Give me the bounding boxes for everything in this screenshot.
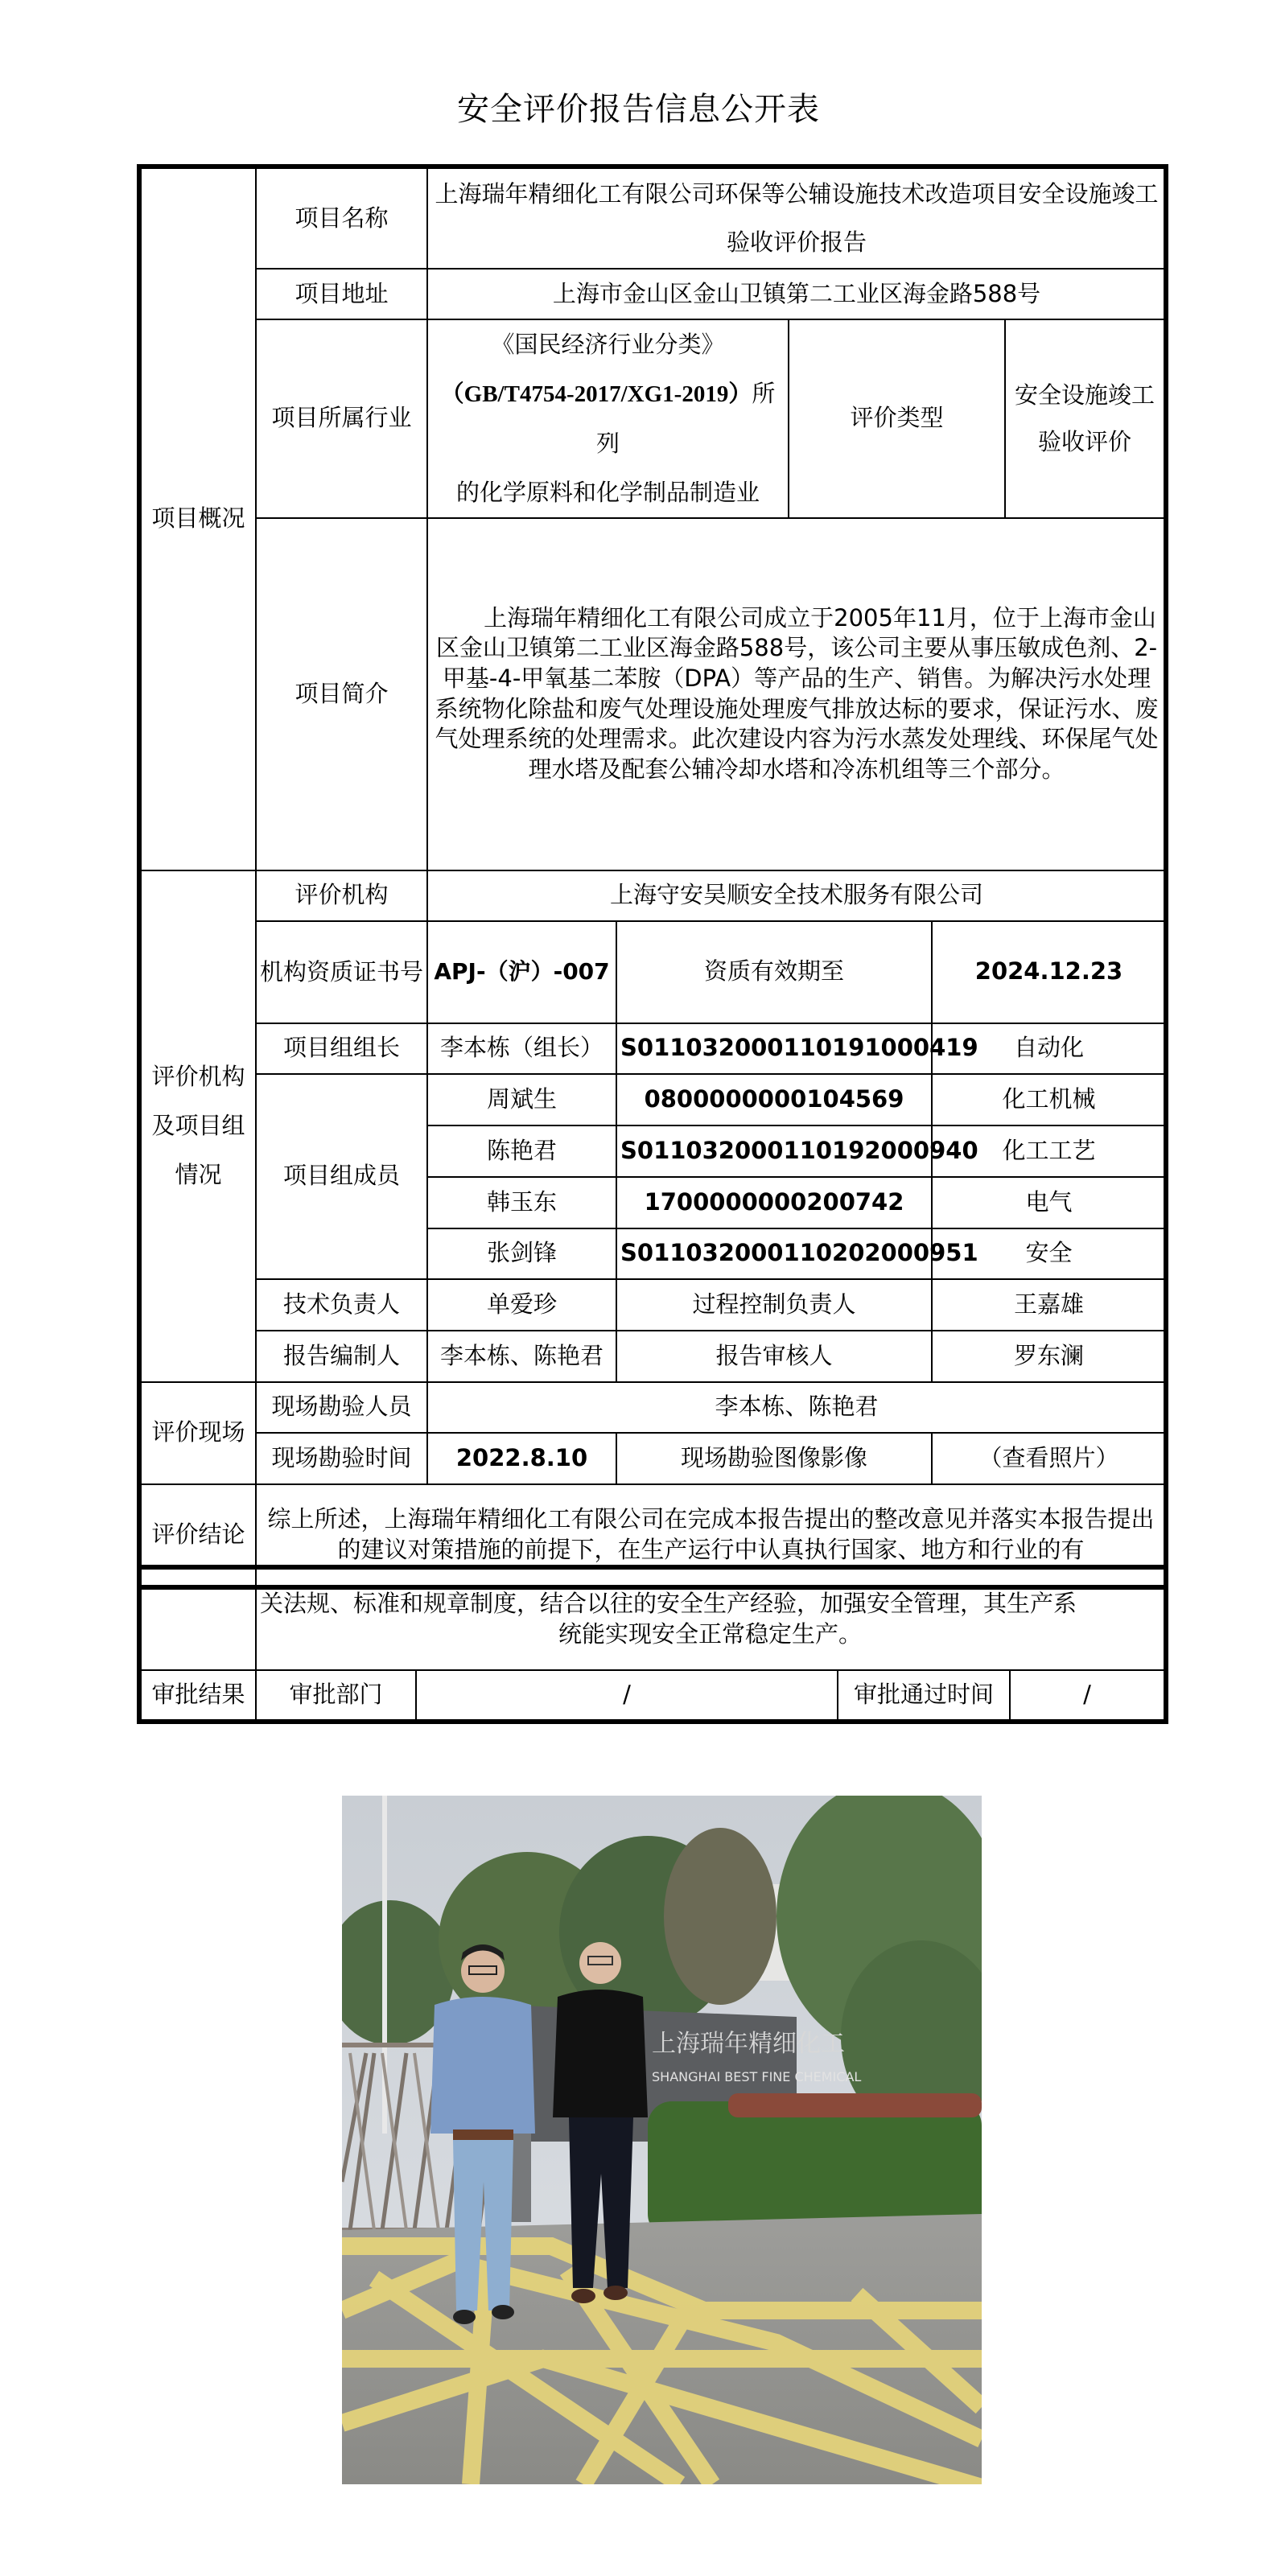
project-name-value: 上海瑞年精细化工有限公司环保等公辅设施技术改造项目安全设施竣工验收评价报告 [427,167,1166,269]
conclusion-text-part2 [256,1567,1166,1670]
member-field: 化工机械 [932,1074,1166,1125]
reviewer-label: 报告审核人 [616,1331,932,1382]
valid-value: 2024.12.23 [932,921,1166,1023]
agency-value: 上海守安吴顺安全技术服务有限公司 [427,870,1166,921]
members-label: 项目组成员 [256,1074,427,1279]
industry-label: 项目所属行业 [256,319,427,518]
site-image-label: 现场勘验图像影像 [616,1433,932,1484]
conclusion-line2: 统能实现安全正常稳定生产。 [558,1620,863,1648]
project-name-label: 项目名称 [256,167,427,269]
member-row [139,1074,1166,1125]
leader-field: 自动化 [932,1023,1166,1074]
row-agency [139,870,1166,921]
intro-label: 项目简介 [256,518,427,870]
row-industry [139,319,1166,518]
tech-lead-label: 技术负责人 [256,1279,427,1331]
sign-text: 上海瑞年精细化工 [652,2030,845,2058]
page-title: 安全评价报告信息公开表 [457,91,820,128]
process-lead-value: 王嘉雄 [932,1279,1166,1331]
industry-line3: 的化学原料和化学制品制造业 [455,478,760,506]
conclusion-line1: 关法规、标准和规章制度，结合以往的安全生产经验，加强安全管理，其生产系 [260,1590,1077,1618]
valid-label: 资质有效期至 [616,921,932,1023]
row-approval [139,1670,1166,1722]
member-field: 电气 [932,1177,1166,1228]
leader-cert: S011032000110191000419 [616,1023,932,1074]
member-field: 安全 [932,1228,1166,1279]
row-cert [139,921,1166,1023]
info-table [137,164,1168,1590]
conclusion-text-part1: 综上所述，上海瑞年精细化工有限公司在完成本报告提出的整改意见并落实本报告提出的建议对策措施的前提下，在生产运行中认真执行国家、地方和行业的有 [256,1484,1166,1587]
member-field: 化工工艺 [932,1125,1166,1177]
conclusion-cont-label-cell [139,1567,256,1670]
leader-label: 项目组组长 [256,1023,427,1074]
industry-line2-suffix: 所列 [595,379,776,457]
cert-label: 机构资质证书号 [256,921,427,1023]
approval-dept-label: 审批部门 [256,1670,416,1722]
leader-name: 李本栋（组长） [427,1023,616,1074]
site-photo [342,1796,982,2484]
tech-lead-value: 单爱珍 [427,1279,616,1331]
row-leader [139,1023,1166,1074]
section-approval-label: 审批结果 [139,1670,256,1722]
intro-text: 上海瑞年精细化工有限公司成立于2005年11月，位于上海市金山区金山卫镇第二工业区海金路588号，该公司主要从事压敏成色剂、2-甲基-4-甲氧基二苯胺（DPA）等产品的生产、销售。为解决污水处理系统物化除盐和废气处理设施处理废气排放达标的要求，保证污水、废气处理系统的处理需求。此次建设内容为污水蒸发处理线、环保尾气处理水塔及配套公辅冷却水塔和冷冻机组等三个部分。 [435,603,1159,783]
row-tech-lead [139,1279,1166,1331]
row-project-name [139,167,1166,269]
member-cert: S011032000110202000951 [616,1228,932,1279]
cert-value: APJ-（沪）-007 [427,921,616,1023]
member-name: 陈艳君 [427,1125,616,1177]
agency-label: 评价机构 [256,870,427,921]
site-time-label: 现场勘验时间 [256,1433,427,1484]
row-site-time [139,1433,1166,1484]
row-writer [139,1331,1166,1382]
sign-text-en: SHANGHAI BEST FINE CHEMICAL [652,2069,862,2084]
member-name: 张剑锋 [427,1228,616,1279]
writer-label: 报告编制人 [256,1331,427,1382]
industry-value [427,319,789,518]
section-conclusion-label: 评价结论 [139,1484,256,1587]
approval-dept-value: / [416,1670,838,1722]
section-site-label: 评价现场 [139,1382,256,1484]
row-conclusion-cont [139,1567,1166,1670]
industry-line1: 《国民经济行业分类》 [491,331,725,358]
member-cert: 1700000000200742 [616,1177,932,1228]
eval-type-value: 安全设施竣工验收评价 [1005,319,1166,518]
company-sign-lettering [652,2030,861,2084]
eval-type-label: 评价类型 [789,319,1005,518]
row-project-address [139,269,1166,319]
project-address-label: 项目地址 [256,269,427,319]
approval-time-label: 审批通过时间 [838,1670,1010,1722]
view-photos-link[interactable]: （查看照片） [932,1433,1166,1484]
writer-value: 李本栋、陈艳君 [427,1331,616,1382]
member-name: 周斌生 [427,1074,616,1125]
reviewer-value: 罗东澜 [932,1331,1166,1382]
approval-time-value: / [1010,1670,1166,1722]
section-agency-label: 评价机构及项目组情况 [139,870,256,1382]
site-staff-value: 李本栋、陈艳君 [427,1382,1166,1433]
project-address-value: 上海市金山区金山卫镇第二工业区海金路588号 [427,269,1166,319]
approval-table [137,1565,1168,1724]
member-cert: S011032000110192000940 [616,1125,932,1177]
row-intro [139,518,1166,870]
site-photo-illustration [342,1796,982,2484]
member-name: 韩玉东 [427,1177,616,1228]
row-site-staff [139,1382,1166,1433]
member-cert: 0800000000104569 [616,1074,932,1125]
industry-code: （GB/T4754-2017/XG1-2019） [440,381,752,407]
section-overview-label: 项目概况 [139,167,256,870]
process-lead-label: 过程控制负责人 [616,1279,932,1331]
intro-value [427,518,1166,870]
industry-line2 [431,369,785,468]
site-time-value: 2022.8.10 [427,1433,616,1484]
site-staff-label: 现场勘验人员 [256,1382,427,1433]
